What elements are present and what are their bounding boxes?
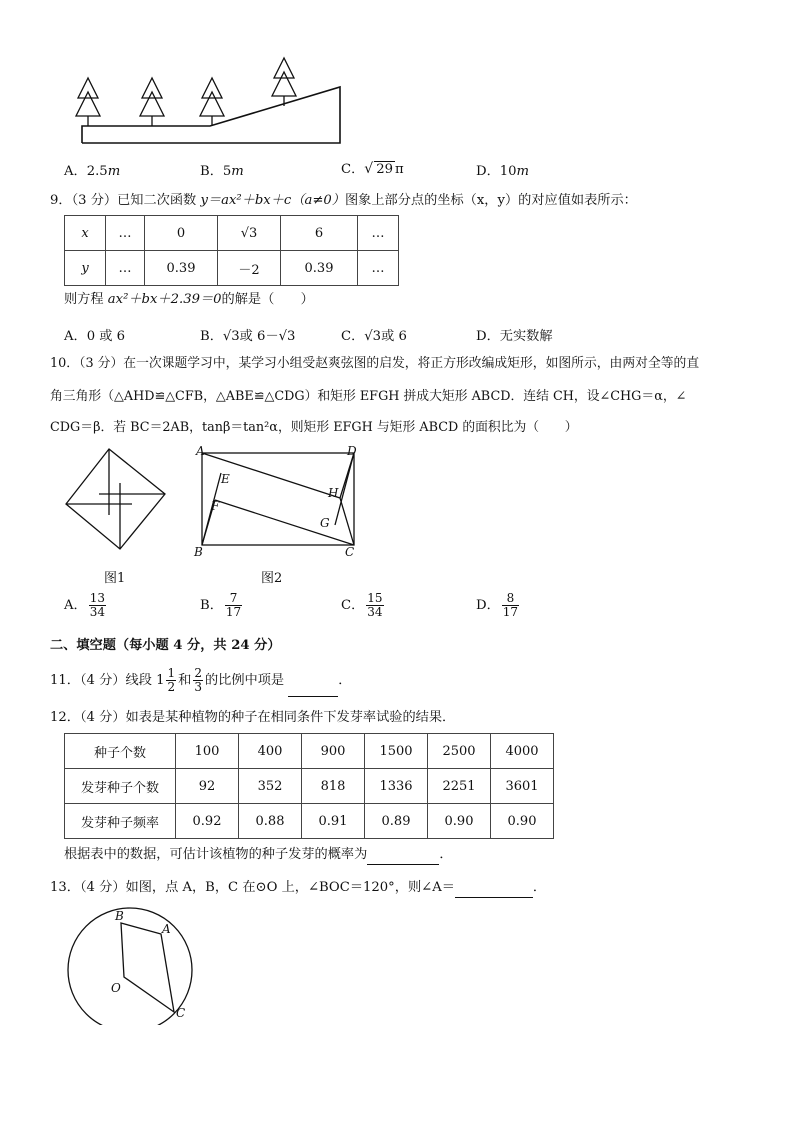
q12-stem: 12．（4 分）如表是某种植物的种子在相同条件下发芽率试验的结果．	[50, 710, 456, 725]
q9-option-b[interactable]: B．√3或 6－√3	[200, 329, 296, 344]
q8-option-c[interactable]: C．√ 29 π	[341, 161, 404, 177]
q13-circle-figure	[62, 905, 202, 1025]
q8-option-b[interactable]: B．5m	[200, 164, 244, 179]
q10-stem-line3: CDG＝β．若 BC＝2AB，tanβ＝tan²α，则矩形 EFGH 与矩形 ABCD 的面积比为（ ）	[50, 420, 578, 435]
q8-option-d[interactable]: D．10m	[476, 164, 530, 179]
q10-stem-line2: 角三角形（△AHD≌△CFB，△ABE≌△CDG）和矩形 EFGH 拼成大矩形 ABCD．连结 CH，设∠CHG＝α，∠	[50, 389, 687, 404]
fig2-label-e: E	[221, 472, 230, 486]
q13-label-a: A	[162, 922, 171, 936]
fig2-label-d: D	[347, 444, 357, 458]
q13-stem: 13．（4 分）如图，点 A，B，C 在⊙O 上，∠BOC＝120°，则∠A＝ ．	[50, 879, 546, 898]
q11-answer-blank[interactable]	[288, 666, 338, 697]
q10-figure-2-caption: 图2	[261, 571, 283, 586]
q8-option-a[interactable]: A．2.5m	[64, 164, 121, 179]
q10-figure-2	[192, 443, 368, 561]
q10-option-b[interactable]: B． $\frac{7}{17}$	[200, 591, 242, 619]
q10-stem-line1: 10．（3 分）在一次课题学习中，某学习小组受赵爽弦图的启发，将正方形改编成矩形，如图所示，由两对全等的直	[50, 356, 700, 371]
tree-icon	[272, 58, 296, 106]
q11-stem: 11．（4 分）线段 1 $\frac{1}{2}$ 和 $\frac{2}{3}$ 的比例中项是 ．	[50, 666, 351, 697]
q13-label-o: O	[111, 981, 121, 995]
q12-question: 根据表中的数据，可估计该植物的种子发芽的概率为 ．	[64, 846, 453, 865]
q10-option-d[interactable]: D． $\frac{8}{17}$	[476, 591, 519, 619]
q12-answer-blank[interactable]	[367, 846, 439, 865]
q13-label-b: B	[115, 909, 124, 923]
fig2-label-h: H	[328, 486, 339, 500]
tree-icon	[76, 78, 100, 126]
q10-option-c[interactable]: C． $\frac{15}{34}$	[341, 591, 383, 619]
q10-figure-1-caption: 图1	[104, 571, 126, 586]
q9-value-table: x … 0 √3 6 … y … 0.39 －2 0.39 …	[64, 215, 399, 286]
q9-option-a[interactable]: A．0 或 6	[64, 329, 126, 344]
fig2-label-g: G	[320, 516, 330, 530]
section-2-title: 二、填空题（每小题 4 分，共 24 分）	[50, 638, 281, 653]
q9-question: 则方程 ax²＋bx＋2.39＝0的解是（ ）	[64, 292, 314, 307]
fig2-label-b: B	[194, 545, 203, 559]
q9-stem: 9．（3 分）已知二次函数 y＝ax²＋bx＋c（a≠0）图象上部分点的坐标（x，y）的对应值如表所示：	[50, 193, 637, 208]
tree-icon	[140, 78, 164, 126]
q13-label-c: C	[176, 1006, 186, 1020]
fig2-label-f: F	[211, 499, 220, 513]
q10-figure-1	[62, 446, 172, 552]
fig2-label-c: C	[345, 545, 355, 559]
q10-option-a[interactable]: A． $\frac{13}{34}$	[64, 591, 105, 619]
q13-answer-blank[interactable]	[455, 879, 533, 898]
q12-germination-table: 种子个数 100 400 900 1500 2500 4000 发芽种子个数 92 352 818 1336 2251 3601 发芽种子频率 0.92 0.88 0.91 0.89 0.90 0.90	[64, 733, 554, 839]
q9-option-c[interactable]: C．√3或 6	[341, 329, 407, 344]
tree-icon	[200, 78, 224, 126]
q8-trees-slope-figure	[60, 50, 360, 150]
fig2-label-a: A	[196, 444, 205, 458]
q9-option-d[interactable]: D．无实数解	[476, 329, 553, 344]
